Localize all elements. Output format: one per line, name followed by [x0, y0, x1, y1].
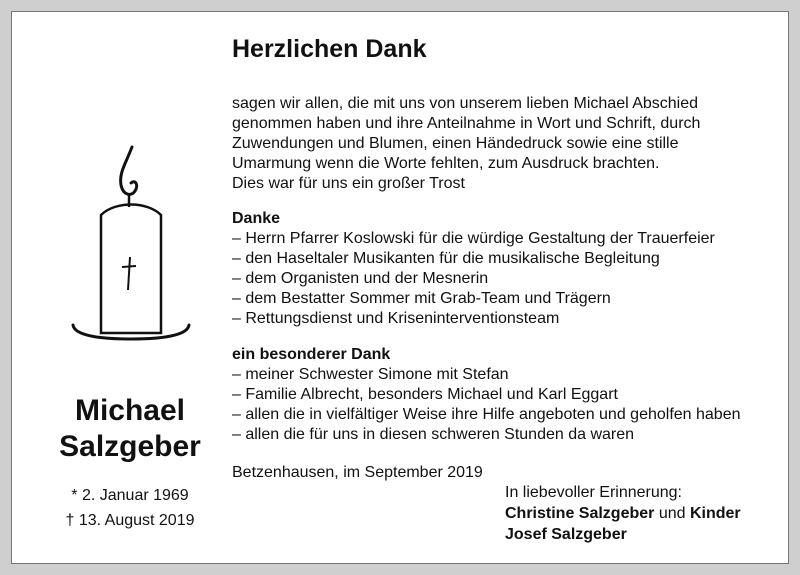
list-item: – den Haseltaler Musikanten für die musikalische Begleitung: [232, 250, 660, 267]
special-thanks-list: [232, 365, 772, 445]
deceased-name: [30, 393, 230, 465]
list-item: – Rettungsdienst und Kriseninterventionsteam: [232, 310, 560, 327]
signer-name: Kinder: [689, 505, 741, 522]
death-date: † 13. August 2019: [65, 512, 195, 529]
intro-line: genommen haben und ihre Anteilnahme in Wort und Schrift, durch: [232, 115, 701, 132]
thanks-heading: Danke: [232, 210, 281, 227]
life-dates: [30, 483, 230, 533]
list-item: – Familie Albrecht, besonders Michael und Karl Eggart: [232, 386, 618, 403]
first-name: Michael: [74, 394, 186, 427]
signer-name: Christine Salzgeber: [505, 505, 655, 522]
list-item: – allen die in vielfältiger Weise ihre Hilfe angeboten und geholfen haben: [232, 406, 741, 423]
list-item: – dem Bestatter Sommer mit Grab-Team und Trägern: [232, 290, 611, 307]
signoff: [505, 482, 775, 545]
birth-date: * 2. Januar 1969: [71, 487, 189, 504]
intro-line: Zuwendungen und Blumen, einen Händedruck sowie eine stille: [232, 135, 679, 152]
list-item: – Herrn Pfarrer Koslowski für die würdige Gestaltung der Trauerfeier: [232, 230, 715, 247]
text-column: [232, 34, 772, 483]
signoff-intro: In liebevoller Erinnerung:: [505, 484, 682, 501]
last-name: Salzgeber: [59, 430, 201, 463]
list-item: – allen die für uns in diesen schweren Stunden da waren: [232, 426, 635, 443]
signoff-connector: und: [654, 505, 690, 522]
thanks-list: [232, 229, 772, 329]
notice-title: Herzlichen Dank: [232, 35, 427, 63]
intro-line: Umarmung wenn die Worte fehlten, zum Ausdruck brachten.: [232, 155, 660, 172]
special-thanks-heading: ein besonderer Dank: [232, 346, 391, 363]
memorial-column: [30, 135, 230, 533]
candle-icon: [65, 135, 195, 345]
list-item: – meiner Schwester Simone mit Stefan: [232, 366, 509, 383]
signoff-line-1: [505, 503, 775, 524]
place-date: Betzenhausen, im September 2019: [232, 464, 483, 481]
signer-name: Josef Salzgeber: [505, 526, 627, 543]
intro-line: Dies war für uns ein großer Trost: [232, 175, 465, 192]
intro-line: sagen wir allen, die mit uns von unserem lieben Michael Abschied: [232, 95, 699, 112]
intro-paragraph: [232, 94, 772, 194]
list-item: – dem Organisten und der Mesnerin: [232, 270, 489, 287]
